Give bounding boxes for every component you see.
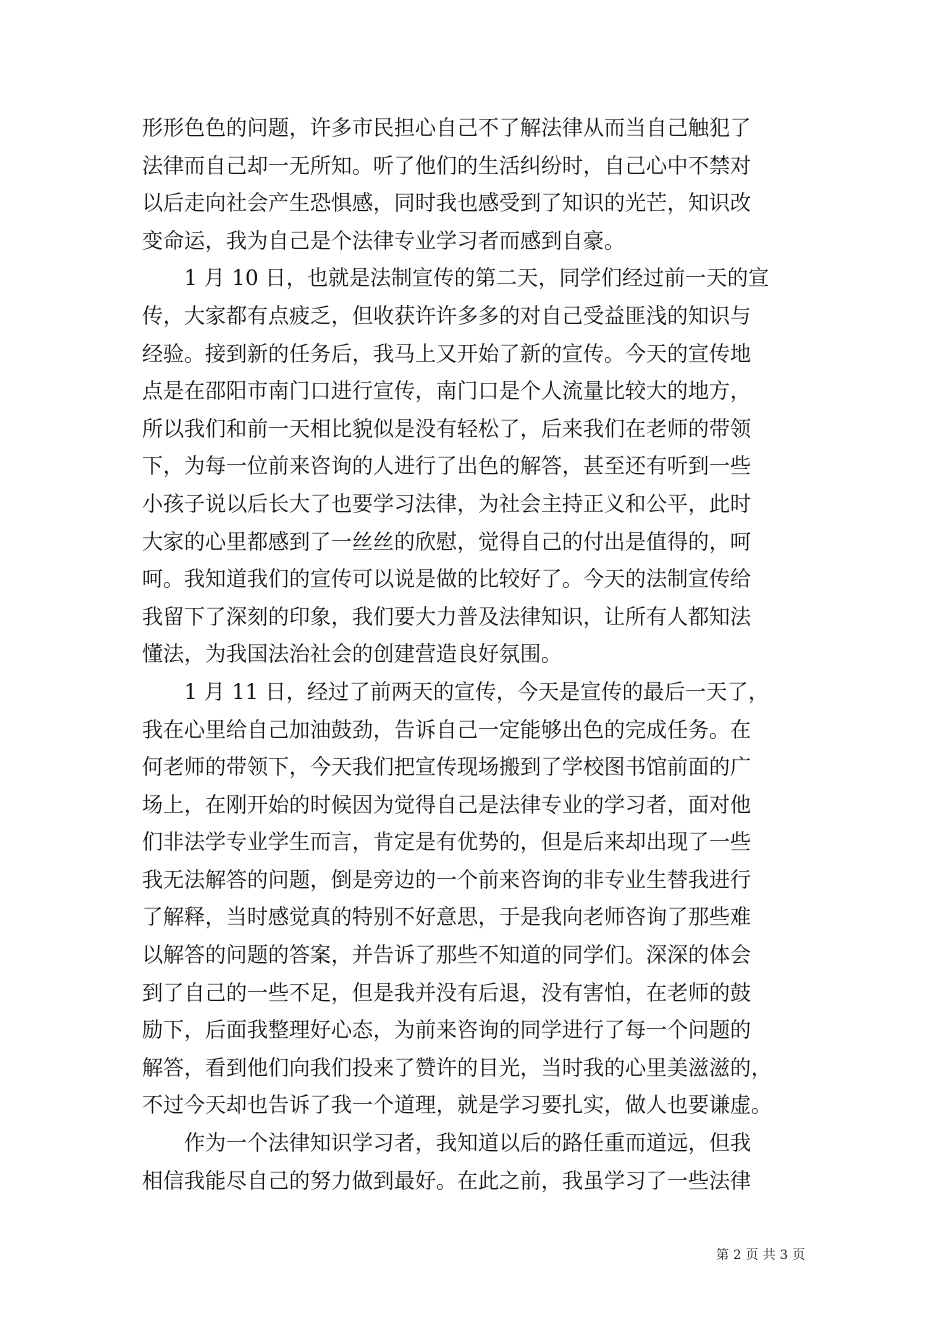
text-line: 大家的心里都感到了一丝丝的欣慰，觉得自己的付出是值得的，呵 xyxy=(142,529,751,554)
text-line: 以后走向社会产生恐惧感，同时我也感受到了知识的光芒，知识改 xyxy=(142,191,751,216)
text-line: 传，大家都有点疲乏，但收获许许多多的对自己受益匪浅的知识与 xyxy=(142,303,751,328)
text-line: 我无法解答的问题，倒是旁边的一个前来咨询的非专业生替我进行 xyxy=(142,867,751,892)
text-line: 经验。接到新的任务后，我马上又开始了新的宣传。今天的宣传地 xyxy=(142,341,751,366)
text-line: 下，为每一位前来咨询的人进行了出色的解答，甚至还有听到一些 xyxy=(142,454,751,479)
text-line: 何老师的带领下，今天我们把宣传现场搬到了学校图书馆前面的广 xyxy=(142,755,751,780)
text-line: 我留下了深刻的印象，我们要大力普及法律知识，让所有人都知法 xyxy=(142,604,751,629)
text-line: 所以我们和前一天相比貌似是没有轻松了，后来我们在老师的带领 xyxy=(142,416,751,441)
text-line: 相信我能尽自己的努力做到最好。在此之前，我虽学习了一些法律 xyxy=(142,1168,751,1193)
text-line: 了解释，当时感觉真的特别不好意思，于是我向老师咨询了那些难 xyxy=(142,905,751,930)
text-line: 以解答的问题的答案，并告诉了那些不知道的同学们。深深的体会 xyxy=(142,943,751,968)
text-line: 小孩子说以后长大了也要学习法律，为社会主持正义和公平，此时 xyxy=(142,491,751,516)
text-line: 励下，后面我整理好心态，为前来咨询的同学进行了每一个问题的 xyxy=(142,1018,751,1043)
text-line: 变命运，我为自己是个法律专业学习者而感到自豪。 xyxy=(142,228,625,253)
text-line: 我在心里给自己加油鼓劲，告诉自己一定能够出色的完成任务。在 xyxy=(142,717,751,742)
text-line: 到了自己的一些不足，但是我并没有后退，没有害怕，在老师的鼓 xyxy=(142,980,751,1005)
text-line: 场上，在刚开始的时候因为觉得自己是法律专业的学习者，面对他 xyxy=(142,792,751,817)
text-line: 不过今天却也告诉了我一个道理，就是学习要扎实，做人也要谦虚。 xyxy=(142,1093,772,1118)
text-line: 解答，看到他们向我们投来了赞许的目光，当时我的心里美滋滋的， xyxy=(142,1055,772,1080)
text-line: 1 月 11 日，经过了前两天的宣传，今天是宣传的最后一天了， xyxy=(184,679,770,704)
text-line: 们非法学专业学生而言，肯定是有优势的，但是后来却出现了一些 xyxy=(142,830,751,855)
text-line: 1 月 10 日，也就是法制宣传的第二天，同学们经过前一天的宣 xyxy=(184,266,770,291)
page-number: 第 2 页 共 3 页 xyxy=(716,1248,806,1263)
text-line: 形形色色的问题，许多市民担心自己不了解法律从而当自己触犯了 xyxy=(142,116,751,140)
text-line: 点是在邵阳市南门口进行宣传，南门口是个人流量比较大的地方， xyxy=(142,379,751,404)
text-line: 呵。我知道我们的宣传可以说是做的比较好了。今天的法制宣传给 xyxy=(142,567,751,592)
text-line: 作为一个法律知识学习者，我知道以后的路任重而道远，但我 xyxy=(184,1131,751,1156)
text-line: 懂法，为我国法治社会的创建营造良好氛围。 xyxy=(142,642,562,667)
body-text xyxy=(142,110,822,1200)
text-line: 法律而自己却一无所知。听了他们的生活纠纷时，自己心中不禁对 xyxy=(142,153,751,178)
